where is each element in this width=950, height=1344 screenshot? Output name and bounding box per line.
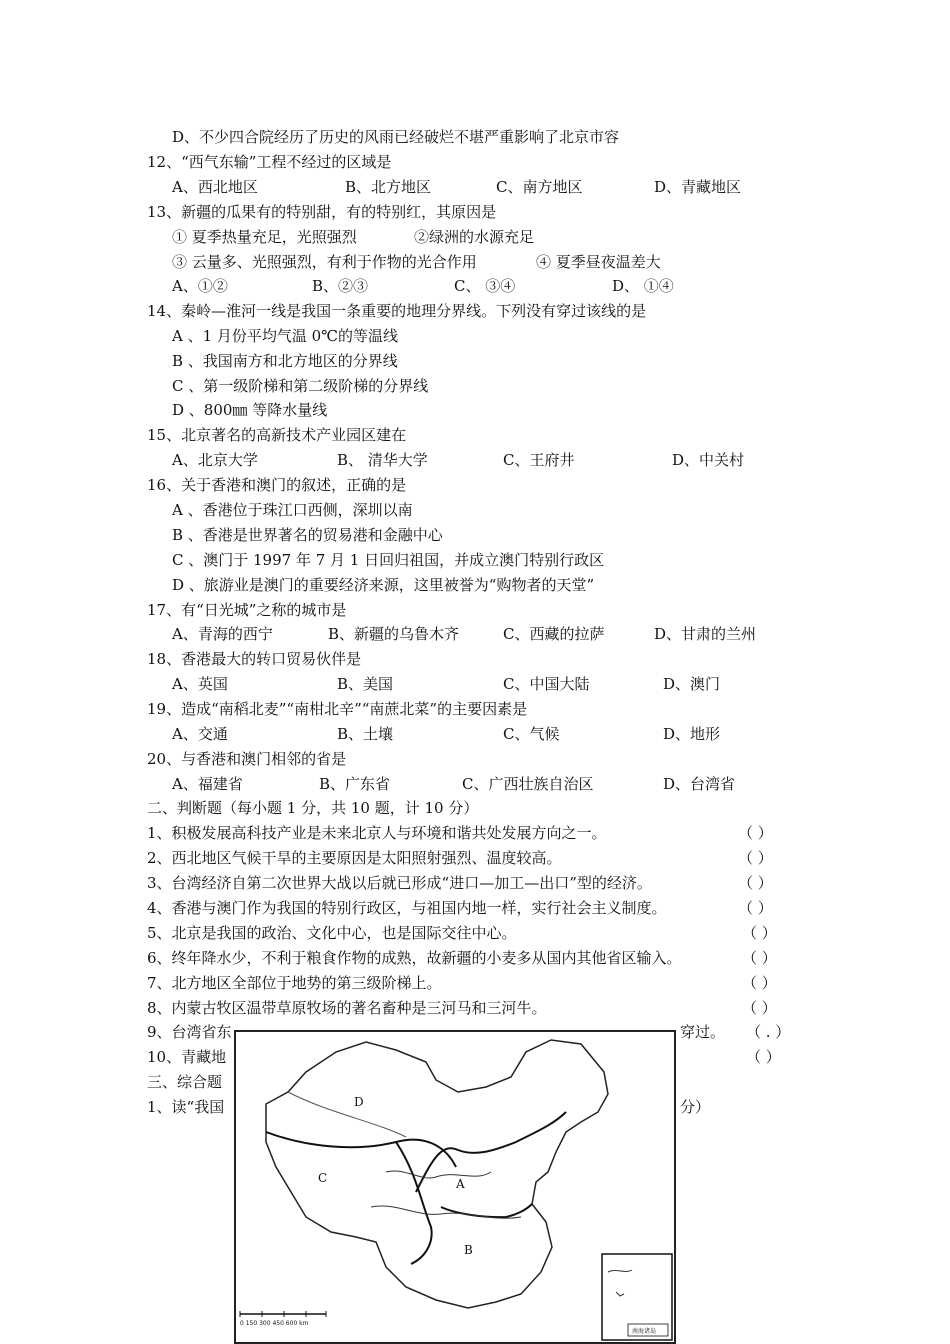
region-boundary-north bbox=[266, 1132, 456, 1167]
q16-option-a: A 、香港位于珠江口西侧，深圳以南 bbox=[172, 501, 413, 519]
q15-stem: 15、北京著名的高新技术产业园区建在 bbox=[147, 426, 407, 444]
judge-answer-5[interactable]: （ ） bbox=[742, 924, 777, 942]
q14-option-d: D 、800㎜ 等降水量线 bbox=[172, 401, 328, 419]
q13-option-c: C、 ③④ bbox=[454, 277, 516, 295]
judge-answer-7[interactable]: （ ） bbox=[742, 974, 777, 992]
q16-stem: 16、关于香港和澳门的叙述，正确的是 bbox=[147, 476, 407, 494]
q15-option-d: D、中关村 bbox=[672, 451, 745, 469]
q18-option-b: B、美国 bbox=[337, 675, 394, 693]
q20-option-d: D、台湾省 bbox=[663, 775, 736, 793]
q19-option-c: C、气候 bbox=[503, 725, 560, 743]
judge-item-6: 6、终年降水少，不利于粮食作物的成熟，故新疆的小麦多从国内其他省区输入。 bbox=[147, 949, 682, 967]
judge-item-10: 10、青藏地 bbox=[147, 1048, 227, 1066]
q18-stem: 18、香港最大的转口贸易伙伴是 bbox=[147, 650, 362, 668]
scale-label: 0 150 300 450 600 km bbox=[240, 1320, 309, 1327]
q13-stem: 13、新疆的瓜果有的特别甜，有的特别红，其原因是 bbox=[147, 203, 497, 221]
q20-option-c: C、广西壮族自治区 bbox=[462, 775, 594, 793]
judge-answer-4[interactable]: （ ） bbox=[738, 899, 773, 917]
q14-option-c: C 、第一级阶梯和第二级阶梯的分界线 bbox=[172, 377, 429, 395]
judge-answer-9[interactable]: （ . ） bbox=[746, 1023, 791, 1041]
q13-statement-4: ④ 夏季昼夜温差大 bbox=[536, 253, 661, 271]
region-boundary-south bbox=[441, 1204, 532, 1217]
q13-statement-3: ③ 云量多、光照强烈，有利于作物的光合作用 bbox=[172, 253, 477, 271]
map-label-a: A bbox=[456, 1177, 465, 1191]
inset-label: 南海诸岛 bbox=[632, 1328, 657, 1335]
q17-stem: 17、有“日光城”之称的城市是 bbox=[147, 601, 347, 619]
q12-option-b: B、北方地区 bbox=[345, 178, 432, 196]
judge-answer-10[interactable]: （ ） bbox=[746, 1048, 781, 1066]
q17-option-a: A、青海的西宁 bbox=[172, 625, 273, 643]
judge-item-2: 2、西北地区气候干旱的主要原因是太阳照射强烈、温度较高。 bbox=[147, 849, 562, 867]
q13-statement-1: ① 夏季热量充足，光照强烈 bbox=[172, 228, 357, 246]
q15-option-b: B、 清华大学 bbox=[337, 451, 428, 469]
judge-item-3: 3、台湾经济自第二次世界大战以后就已形成“进口—加工—出口”型的经济。 bbox=[147, 874, 652, 892]
south-china-sea-inset bbox=[602, 1254, 672, 1340]
q12-option-c: C、南方地区 bbox=[496, 178, 583, 196]
section3-title: 三、综合题 bbox=[147, 1073, 223, 1091]
judge-item-5: 5、北京是我国的政治、文化中心，也是国际交往中心。 bbox=[147, 924, 517, 942]
q12-option-a: A、西北地区 bbox=[172, 178, 258, 196]
map-label-c: C bbox=[318, 1171, 328, 1185]
judge-item-8: 8、内蒙古牧区温带草原牧场的著名畜种是三河马和三河牛。 bbox=[147, 999, 547, 1017]
q13-statement-2: ②绿洲的水源充足 bbox=[414, 228, 535, 246]
q20-option-b: B、广东省 bbox=[319, 775, 391, 793]
q14-option-b: B 、我国南方和北方地区的分界线 bbox=[172, 352, 398, 370]
q12-option-d: D、青藏地区 bbox=[654, 178, 742, 196]
map-svg bbox=[236, 1032, 674, 1342]
section3-q1-tail: 分） bbox=[680, 1098, 711, 1116]
q14-option-a: A 、1 月份平均气温 0℃的等温线 bbox=[172, 327, 399, 345]
section3-q1-start: 1、读“我国 bbox=[147, 1098, 225, 1116]
judge-item-7: 7、北方地区全部位于地势的第三级阶梯上。 bbox=[147, 974, 442, 992]
region-boundary-west bbox=[396, 1142, 432, 1264]
q20-option-a: A、福建省 bbox=[172, 775, 243, 793]
q16-option-c: C 、澳门于 1997 年 7 月 1 日回归祖国，并成立澳门特别行政区 bbox=[172, 551, 605, 569]
q20-stem: 20、与香港和澳门相邻的省是 bbox=[147, 750, 347, 768]
judge-item-4: 4、香港与澳门作为我国的特别行政区，与祖国内地一样，实行社会主义制度。 bbox=[147, 899, 667, 917]
section2-title: 二、判断题（每小题 1 分，共 10 题，计 10 分） bbox=[147, 799, 479, 817]
region-boundary-qinghai-tibet bbox=[288, 1092, 406, 1137]
river-yellow bbox=[386, 1171, 491, 1178]
q13-option-d: D、 ①④ bbox=[612, 277, 674, 295]
judge-answer-3[interactable]: （ ） bbox=[738, 874, 773, 892]
q15-option-c: C、王府井 bbox=[503, 451, 575, 469]
judge-item-9-tail: 穿过。 bbox=[680, 1023, 726, 1041]
judge-item-1: 1、积极发展高科技产业是未来北京人与环境和谐共处发展方向之一。 bbox=[147, 824, 607, 842]
q18-option-d: D、澳门 bbox=[663, 675, 721, 693]
judge-item-9: 9、台湾省东 bbox=[147, 1023, 232, 1041]
judge-answer-8[interactable]: （ ） bbox=[742, 999, 777, 1017]
q13-option-a: A、①② bbox=[172, 277, 228, 295]
q19-option-d: D、地形 bbox=[663, 725, 721, 743]
q16-option-b: B 、香港是世界著名的贸易港和金融中心 bbox=[172, 526, 443, 544]
region-boundary-central bbox=[416, 1112, 566, 1192]
q19-stem: 19、造成“南稻北麦”“南柑北辛”“南蔗北菜”的主要因素是 bbox=[147, 700, 528, 718]
map-label-d: D bbox=[354, 1095, 364, 1109]
judge-answer-6[interactable]: （ ） bbox=[742, 949, 777, 967]
judge-answer-2[interactable]: （ ） bbox=[738, 849, 773, 867]
q19-option-a: A、交通 bbox=[172, 725, 228, 743]
q16-option-d: D 、旅游业是澳门的重要经济来源，这里被誉为“购物者的天堂” bbox=[172, 576, 595, 594]
q17-option-d: D、甘肃的兰州 bbox=[654, 625, 757, 643]
map-label-b: B bbox=[464, 1243, 473, 1257]
q19-option-b: B、土壤 bbox=[337, 725, 394, 743]
q18-option-a: A、英国 bbox=[172, 675, 228, 693]
q15-option-a: A、北京大学 bbox=[172, 451, 258, 469]
q18-option-c: C、中国大陆 bbox=[503, 675, 590, 693]
q17-option-c: C、西藏的拉萨 bbox=[503, 625, 605, 643]
judge-answer-1[interactable]: （ ） bbox=[738, 824, 773, 842]
china-regions-map bbox=[234, 1030, 676, 1344]
q17-option-b: B、新疆的乌鲁木齐 bbox=[328, 625, 460, 643]
q13-option-b: B、②③ bbox=[312, 277, 369, 295]
q14-stem: 14、秦岭—淮河一线是我国一条重要的地理分界线。下列没有穿过该线的是 bbox=[147, 302, 647, 320]
scale-bar bbox=[240, 1311, 326, 1327]
q12-stem: 12、“西气东输”工程不经过的区域是 bbox=[147, 153, 392, 171]
q11-option-d: D、不少四合院经历了历史的风雨已经破烂不堪严重影响了北京市容 bbox=[172, 128, 620, 146]
